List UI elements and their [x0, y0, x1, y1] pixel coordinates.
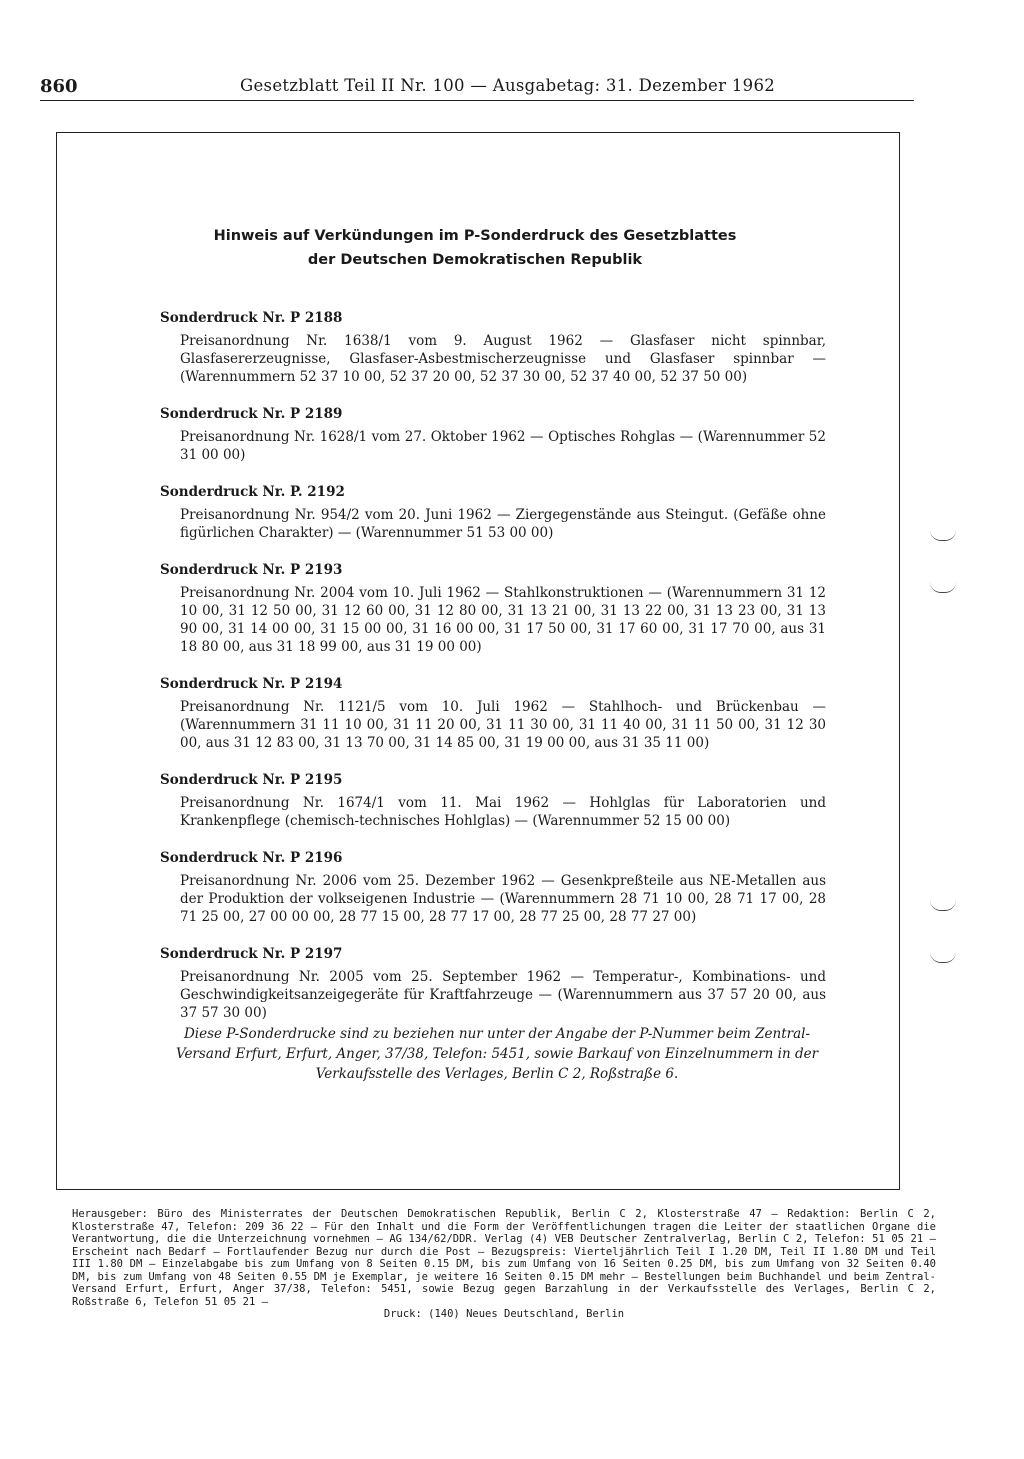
entry-heading: Sonderdruck Nr. P 2196	[160, 850, 343, 866]
entry-heading: Sonderdruck Nr. P 2193	[160, 562, 343, 578]
entry-heading: Sonderdruck Nr. P 2194	[160, 676, 343, 692]
notice-title	[130, 224, 820, 272]
header-rule	[40, 100, 914, 101]
notice-title-line-2: der Deutschen Demokratischen Republik	[307, 252, 643, 268]
imprint-print-line: Druck: (140) Neues Deutschland, Berlin	[383, 1308, 625, 1320]
entry-heading: Sonderdruck Nr. P 2197	[160, 946, 343, 962]
order-note: Diese P-Sonderdrucke sind zu beziehen nur unter der Angabe der P-Nummer beim Zentral-Versand Erfurt, Erfurt, Anger, 37/38, Telefon: 5451, sowie Barkauf von Einzelnummern in der Verkaufsstelle des Verlages, Berlin C 2, Roßstraße 6.	[175, 1026, 819, 1082]
entry-heading: Sonderdruck Nr. P 2189	[160, 406, 343, 422]
page-number: 860	[40, 76, 78, 97]
entry-p-2196	[160, 848, 826, 926]
entry-body: Preisanordnung Nr. 2004 vom 10. Juli 1962 — Stahlkonstruktionen — (Warennummern 31 12 10 00, 31 12 50 00, 31 12 60 00, 31 12 80 00, 31 13 21 00, 31 13 22 00, 31 13 23 00, 31 13 90 00, 31 14 00 00, 31 15 00 00, 31 16 00 00, 31 17 50 00, 31 17 60 00, 31 17 70 00, aus 31 18 80 00, aus 31 18 99 00, aus 31 19 00 00)	[180, 585, 826, 655]
entry-body: Preisanordnung Nr. 1674/1 vom 11. Mai 1962 — Hohlglas für Laboratorien und Krankenpflege (chemisch-technisches Hohlglas) — (Warennummer 52 15 00 00)	[180, 795, 826, 829]
entry-p-2189	[160, 404, 826, 464]
margin-tick	[930, 530, 956, 541]
entry-p-2194	[160, 674, 826, 752]
entry-body: Preisanordnung Nr. 1628/1 vom 27. Oktober 1962 — Optisches Rohglas — (Warennummer 52 31 00 00)	[180, 429, 826, 463]
entry-body: Preisanordnung Nr. 954/2 vom 20. Juni 1962 — Ziergegenstände aus Steingut. (Gefäße ohne figürlichen Charakter) — (Warennummer 51 53 00 00)	[180, 507, 826, 541]
running-header: Gesetzblatt Teil II Nr. 100 — Ausgabetag: 31. Dezember 1962	[240, 76, 776, 95]
entry-heading: Sonderdruck Nr. P. 2192	[160, 484, 345, 500]
entry-p-2197	[160, 944, 826, 1022]
entry-body: Preisanordnung Nr. 2006 vom 25. Dezember 1962 — Gesenkpreßteile aus NE-Metallen aus der Produktion der volkseigenen Industrie — (Warennummern 28 71 10 00, 28 71 17 00, 28 71 25 00, 27 00 00 00, 28 77 15 00, 28 77 17 00, 28 77 25 00, 28 77 27 00)	[180, 873, 826, 925]
entry-heading: Sonderdruck Nr. P 2195	[160, 772, 343, 788]
margin-marks	[930, 530, 970, 970]
entry-p-2188	[160, 308, 826, 386]
imprint	[72, 1208, 936, 1321]
notice-title-line-1: Hinweis auf Verkündungen im P-Sonderdruck des Gesetzblattes	[213, 228, 737, 244]
imprint-text: Herausgeber: Büro des Ministerrates der Deutschen Demokratischen Republik, Berlin C 2, Klosterstraße 47 — Redaktion: Berlin C 2, Klosterstraße 47, Telefon: 209 36 22 — Für den Inhalt und die Form der Veröffentlichungen tragen die Leiter der staatlichen Organe die Verantwortung, die die Unterzeichnung vornehmen — AG 134/62/DDR. Verlag (4) VEB Deutscher Zentralverlag, Berlin C 2, Telefon: 51 05 21 — Erscheint nach Bedarf — Fortlaufender Bezug nur durch die Post — Bezugspreis: Vierteljährlich Teil I 1.20 DM, Teil II 1.80 DM und Teil III 1.80 DM — Einzelabgabe bis zum Umfang von 8 Seiten 0.15 DM, bis zum Umfang von 16 Seiten 0.25 DM, bis zum Umfang von 32 Seiten 0.40 DM, bis zum Umfang von 48 Seiten 0.55 DM je Exemplar, je weitere 16 Seiten 0.15 DM mehr — Bestellungen beim Buchhandel und beim Zentral-Versand Erfurt, Erfurt, Anger 37/38, Telefon: 5451, sowie Bezug gegen Barzahlung in der Verkaufsstelle des Verlages, Berlin C 2, Roßstraße 6, Telefon 51 05 21 —	[72, 1208, 936, 1308]
margin-tick	[930, 582, 956, 593]
entry-heading: Sonderdruck Nr. P 2188	[160, 310, 343, 326]
entry-list	[160, 308, 826, 1040]
page-header	[40, 76, 914, 104]
entry-p-2192	[160, 482, 826, 542]
entry-body: Preisanordnung Nr. 1121/5 vom 10. Juli 1962 — Stahlhoch- und Brückenbau — (Warennummern 31 11 10 00, 31 11 20 00, 31 11 30 00, 31 11 40 00, 31 11 50 00, 31 12 30 00, aus 31 12 83 00, 31 13 70 00, 31 14 85 00, 31 19 00 00, aus 31 35 11 00)	[180, 699, 826, 751]
entry-p-2193	[160, 560, 826, 656]
entry-p-2195	[160, 770, 826, 830]
entry-body: Preisanordnung Nr. 1638/1 vom 9. August 1962 — Glasfaser nicht spinnbar, Glasfasererzeugnisse, Glasfaser-Asbestmischerzeugnisse und Glasfaser spinnbar — (Warennummern 52 37 10 00, 52 37 20 00, 52 37 30 00, 52 37 40 00, 52 37 50 00)	[180, 333, 826, 385]
entry-body: Preisanordnung Nr. 2005 vom 25. September 1962 — Temperatur-, Kombinations- und Geschwindigkeitsanzeigegeräte für Kraftfahrzeuge — (Warennummern aus 37 57 20 00, aus 37 57 30 00)	[180, 969, 826, 1021]
margin-tick	[930, 952, 956, 963]
margin-tick	[930, 900, 956, 911]
